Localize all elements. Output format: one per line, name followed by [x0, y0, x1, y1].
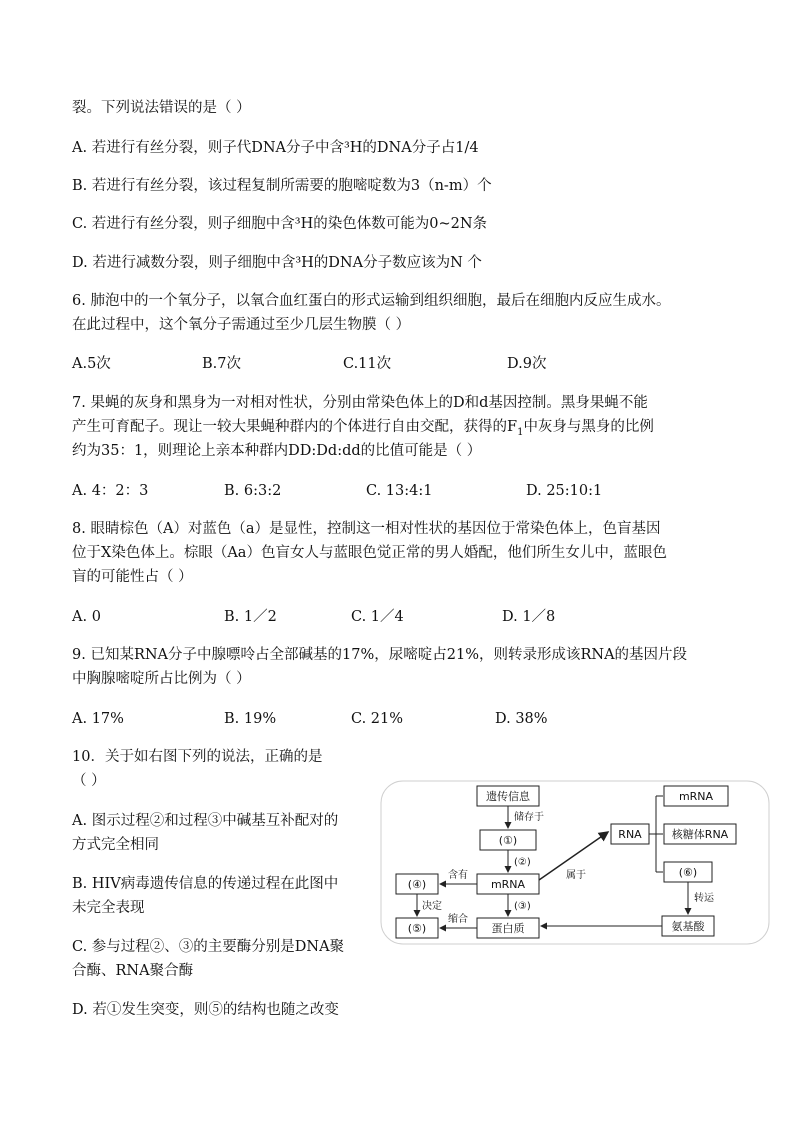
q10-stem-line2: （ ） — [72, 773, 106, 789]
protein-label: 蛋白质 — [491, 922, 525, 935]
belongs-to-label: 属于 — [566, 870, 586, 881]
box-4-label: (④) — [407, 878, 427, 891]
q5-option-c[interactable]: C. 若进行有丝分裂，则子细胞中含³H的染色体数可能为0~2N条 — [72, 216, 488, 232]
q6-option-a[interactable]: A.5次 — [72, 356, 111, 372]
q10-option-a-line2[interactable]: 方式完全相同 — [72, 837, 159, 853]
q8-option-b[interactable]: B. 1／2 — [224, 609, 277, 625]
q6-option-b[interactable]: B.7次 — [202, 356, 241, 372]
q9-stem-line1: 9. 已知某RNA分子中腺嘌呤占全部碱基的17%，尿嘧啶占21%，则转录形成该RNA的基因片段 — [72, 647, 688, 663]
q7-stem-line2-post: 中灰身与黑身的比例 — [523, 419, 654, 435]
q7-option-d[interactable]: D. 25:10:1 — [526, 483, 603, 499]
q8-option-d[interactable]: D. 1／8 — [502, 609, 556, 625]
q8-stem-line2: 位于X染色体上。棕眼（Aa）色盲女人与蓝眼色觉正常的男人婚配，他们所生女儿中，蓝眼色 — [72, 545, 667, 561]
q5-option-d[interactable]: D. 若进行减数分裂，则子细胞中含³H的DNA分子数应该为N 个 — [72, 255, 482, 271]
q5-option-a[interactable]: A. 若进行有丝分裂，则子代DNA分子中含³H的DNA分子占1/4 — [72, 140, 479, 156]
genetic-info-label: 遗传信息 — [486, 790, 530, 803]
q8-option-c[interactable]: C. 1／4 — [351, 609, 404, 625]
q7-stem-line3: 约为35：1，则理论上亲本种群内DD:Dd:dd的比值可能是（ ） — [72, 443, 482, 459]
q10-option-c-line2[interactable]: 合酶、RNA聚合酶 — [72, 963, 194, 979]
q9-option-a[interactable]: A. 17% — [72, 711, 124, 727]
q10-option-c-line1[interactable]: C. 参与过程②、③的主要酶分别是DNA聚 — [72, 939, 345, 955]
box-6-label: (⑥) — [678, 866, 698, 879]
q7-option-c[interactable]: C. 13:4:1 — [366, 483, 433, 499]
rna-label: RNA — [618, 828, 642, 841]
q5-option-b[interactable]: B. 若进行有丝分裂，该过程复制所需要的胞嘧啶数为3（n-m）个 — [72, 178, 492, 194]
ribosomal-rna-label: 核糖体RNA — [671, 828, 729, 841]
q9-option-d[interactable]: D. 38% — [495, 711, 548, 727]
q8-stem-line3: 盲的可能性占（ ） — [72, 569, 193, 585]
mrna-right-label: mRNA — [678, 790, 714, 803]
process-2-label: (②) — [514, 857, 531, 868]
q10-option-b-line1[interactable]: B. HIV病毒遗传信息的传递过程在此图中 — [72, 876, 339, 892]
q7-option-b[interactable]: B. 6:3:2 — [224, 483, 282, 499]
process-3-label: (③) — [514, 901, 531, 912]
q7-option-a[interactable]: A. 4：2：3 — [72, 483, 149, 499]
mrna-center-label: mRNA — [490, 878, 526, 891]
q6-stem-line2: 在此过程中，这个氧分子需通过至少几层生物膜（ ） — [72, 317, 411, 333]
q8-stem-line1: 8. 眼睛棕色（A）对蓝色（a）是显性，控制这一相对性状的基因位于常染色体上，色盲基因 — [72, 521, 661, 537]
q7-f1-subscript: 1 — [517, 426, 524, 438]
q6-stem-line1: 6. 肺泡中的一个氧分子，以氧合血红蛋白的形式运输到组织细胞，最后在细胞内反应生成水。 — [72, 293, 671, 309]
q6-option-d[interactable]: D.9次 — [507, 356, 547, 372]
amino-acid-label: 氨基酸 — [671, 920, 705, 933]
q9-option-b[interactable]: B. 19% — [224, 711, 277, 727]
q6-option-c[interactable]: C.11次 — [343, 356, 392, 372]
q7-stem-line2-pre: 产生可育配子。现让一较大果蝇种群内的个体进行自由交配，获得的F — [72, 419, 518, 435]
q9-option-c[interactable]: C. 21% — [351, 711, 404, 727]
transports-label: 转运 — [694, 893, 714, 904]
contains-label: 含有 — [448, 870, 468, 881]
stored-in-label: 储存于 — [514, 812, 544, 823]
q10-stem-line1: 10．关于如右图下列的说法，正确的是 — [72, 749, 323, 765]
condenses-label: 缩合 — [448, 914, 468, 925]
determines-label: 决定 — [422, 901, 442, 912]
q5-stem-tail: 裂。下列说法错误的是（ ） — [72, 100, 251, 116]
q9-stem-line2: 中胸腺嘧啶所占比例为（ ） — [72, 671, 251, 687]
q7-stem-line1: 7. 果蝇的灰身和黑身为一对相对性状，分别由常染色体上的D和d基因控制。黑身果蝇不能 — [72, 395, 648, 411]
box-5-label: (⑤) — [407, 922, 427, 935]
gene-expression-diagram — [380, 780, 770, 945]
q10-option-b-line2[interactable]: 未完全表现 — [72, 900, 145, 916]
q7-stem-line2 — [72, 417, 654, 443]
box-1-label: (①) — [498, 834, 518, 847]
q10-option-a-line1[interactable]: A. 图示过程②和过程③中碱基互补配对的 — [72, 813, 339, 829]
q8-option-a[interactable]: A. 0 — [72, 609, 101, 625]
q10-option-d[interactable]: D. 若①发生突变，则⑤的结构也随之改变 — [72, 1002, 339, 1018]
